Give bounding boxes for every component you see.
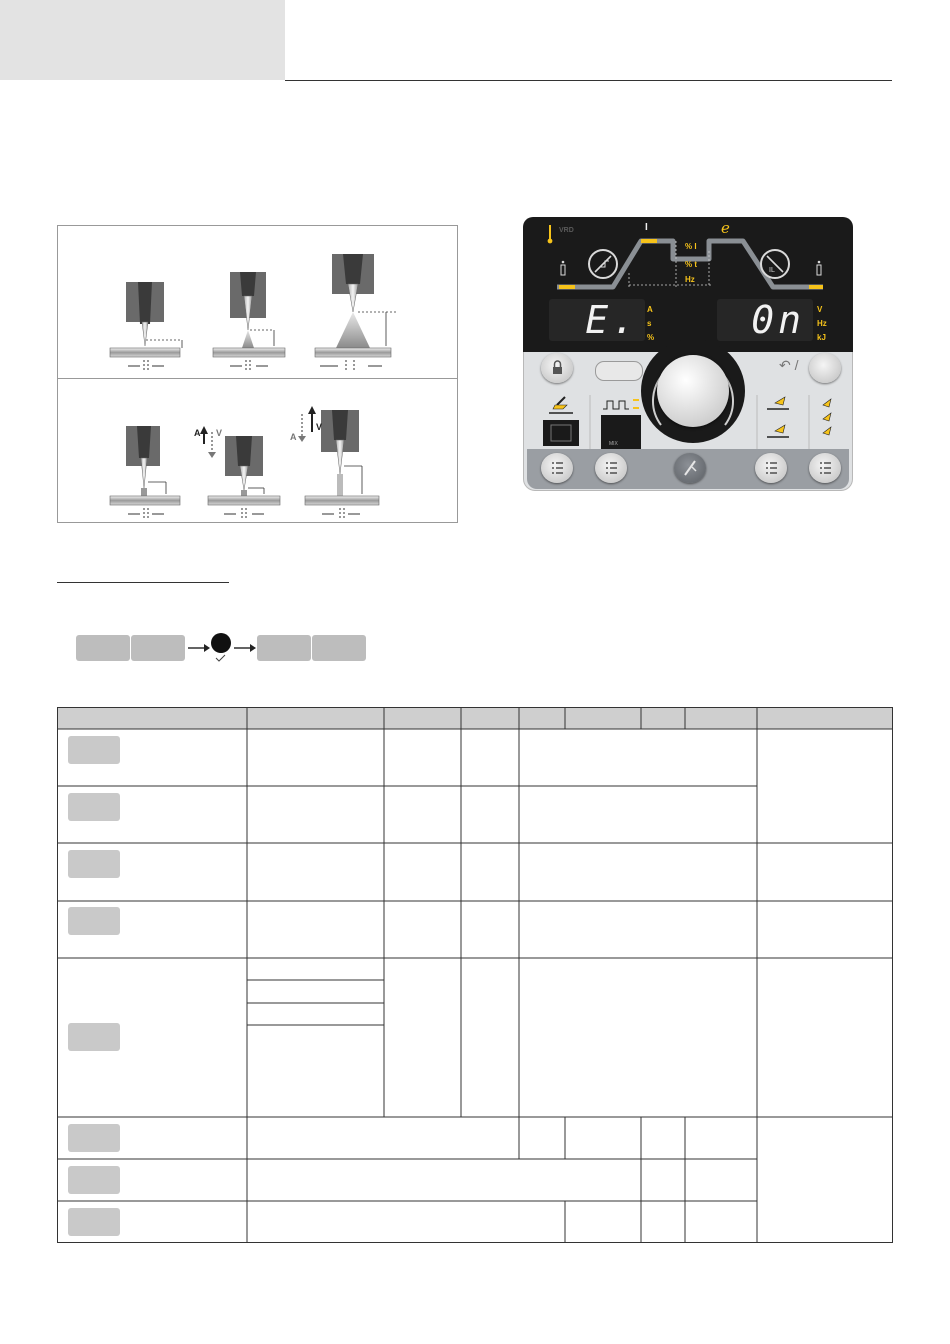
row-key-8 [68,1208,120,1236]
back-button[interactable] [809,353,841,383]
svg-text:V: V [316,422,323,432]
control-panel [523,217,853,493]
mode-icons [533,393,853,453]
list-menu-icon [595,453,627,483]
menu-button-3[interactable] [755,453,787,483]
display-badge: MIX [609,441,618,447]
vrd-label: VRD [559,227,574,234]
list-menu-icon [755,453,787,483]
left-unit-pct: % [647,333,655,342]
row-key-4 [68,907,120,935]
wave-hz-label: Hz [685,275,695,284]
wave-pct-current-label: % I [685,242,697,251]
torch-illustration-3 [315,254,398,372]
menu-button-1[interactable] [541,453,573,483]
wave-pct-time-label: % t [685,260,697,269]
row-key-1 [68,736,120,764]
row-key-3 [68,850,120,878]
sequence-key-2 [131,635,185,661]
menu-button-2[interactable] [595,453,627,483]
row-key-5 [68,1023,120,1051]
thermometer-icon [548,225,553,243]
sequence-key-3 [257,635,311,661]
lock-icon [541,353,573,383]
torch-illustration-4 [110,426,180,520]
torch-button[interactable] [674,453,706,483]
parameter-table [57,707,893,1243]
row-key-6 [68,1124,120,1152]
torch-icon [549,397,573,413]
knob-press-icon [211,633,231,653]
sequence-key-1 [76,635,130,661]
menu-button-4[interactable] [809,453,841,483]
header-rule [285,80,892,81]
sequence-key-4 [312,635,366,661]
right-unit-v: V [817,305,823,314]
list-menu-icon [541,453,573,483]
wave-current-label: I [645,222,648,233]
left-unit-s: s [647,319,652,328]
efficiency-label: e [721,219,730,237]
right-unit-kj: kJ [817,333,826,342]
torch-illustration-6 [290,406,379,520]
arrow-right-icon [232,636,256,660]
right-display-value: 0n [751,298,805,342]
right-display [717,299,813,341]
right-unit-hz: Hz [817,319,827,328]
table-grid [57,707,893,1243]
torch-icon [674,453,706,483]
ignition-figure [57,225,458,523]
torch-illustration-5 [194,426,280,520]
torch-illustration-1 [110,282,182,372]
checkmark-icon [214,653,228,663]
left-unit-a: A [647,305,653,314]
header-block [0,0,285,80]
left-display-value: E. [585,298,639,342]
svg-text:IL: IL [769,267,775,274]
torch-illustration-2 [213,272,285,372]
row-key-2 [68,793,120,821]
lock-button[interactable] [541,353,573,383]
arrow-right-icon [186,636,210,660]
svg-text:V: V [216,428,223,438]
section-rule [57,582,229,583]
row-key-7 [68,1166,120,1194]
list-menu-icon [809,453,841,483]
select-pill[interactable] [595,361,643,381]
svg-text:A: A [290,432,297,442]
left-display [549,299,645,341]
undo-icon[interactable]: ↶ / [779,357,799,373]
svg-text:A: A [194,428,201,438]
ignition-illustration [58,226,457,522]
